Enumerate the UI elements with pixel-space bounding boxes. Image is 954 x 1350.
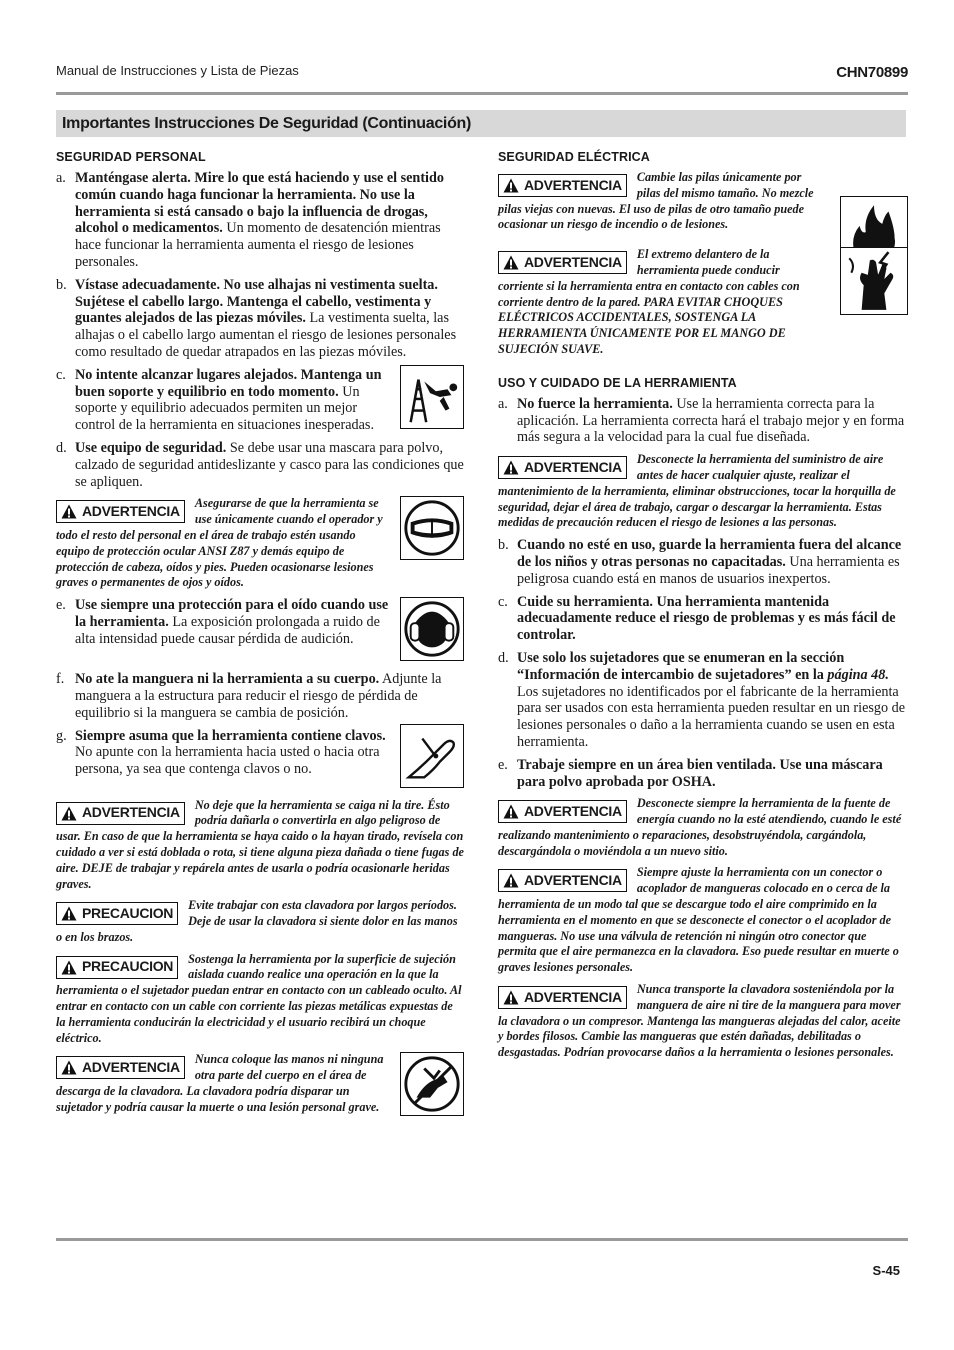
ladder-fall-icon xyxy=(400,365,464,429)
item-letter: e. xyxy=(56,597,66,614)
item-a xyxy=(498,396,908,446)
item-text: Adjunte la manguera a la estructura para reducir el riesgo de pérdida de equilibrio si la manguera se cambia de posición. xyxy=(75,671,442,721)
section-banner: Importantes Instrucciones De Seguridad (Continuación) xyxy=(56,110,906,137)
badge-label: ADVERTENCIA xyxy=(524,872,622,889)
item-letter: b. xyxy=(56,276,67,293)
item-b xyxy=(56,277,464,361)
item-e xyxy=(498,757,908,791)
item-text: Se debe usar una mascara para polvo, calzado de seguridad antideslizante y casco para las condiciones que se apliquen. xyxy=(75,439,464,490)
safety-goggles-icon xyxy=(400,496,464,560)
badge-label: ADVERTENCIA xyxy=(82,804,180,821)
badge-label: ADVERTENCIA xyxy=(524,176,622,193)
warning-triangle-icon xyxy=(61,960,77,975)
item-bold: No ate la manguera ni la herramienta a su cuerpo. xyxy=(75,671,380,688)
caution-long-periods xyxy=(56,898,464,945)
warning-text: No deje que la herramienta se caiga ni la tire. Ésto podría dañarla o convertirla en algo peligroso de usar. En caso de que la herramienta se haya caido o la hayan tirado, revísela con cuidado a ver si está doblada o rota, si tiene alguna pieza dañada o tiene fugas de aire. DEJE de trabajar y repárela antes de usarla o podría ocasionarle heridas graves. xyxy=(56,797,464,891)
badge-label: ADVERTENCIA xyxy=(524,458,622,475)
item-d xyxy=(498,650,908,751)
caution-text: Evite trabajar con esta clavadora por largos períodos. Deje de usar la clavadora si siente dolor en las manos o en los brazos. xyxy=(56,898,458,944)
model-number: CHN70899 xyxy=(836,64,908,81)
item-bold: Use solo los sujetadores que se enumeran en la sección “Información de intercambio de sujetadores” en la xyxy=(517,649,845,683)
badge-label: ADVERTENCIA xyxy=(524,253,622,270)
item-c xyxy=(56,367,464,434)
warning-hose-connector xyxy=(498,865,908,976)
warning-triangle-icon xyxy=(61,504,77,519)
advertencia-badge xyxy=(498,986,627,1009)
warning-triangle-icon xyxy=(503,804,519,819)
item-bold: Cuide su herramienta. Una herramienta mantenida adecuadamente reduce el riesgo de problemas y es más fácil de controlar. xyxy=(517,593,896,644)
item-letter: c. xyxy=(498,593,508,610)
ear-protection-icon xyxy=(400,597,464,661)
hand-injury-icon xyxy=(400,1052,464,1116)
advertencia-badge xyxy=(56,1056,185,1079)
warning-live-wires xyxy=(498,247,908,358)
item-bold: Siempre asuma que la herramienta contiene clavos. xyxy=(75,727,386,744)
item-letter: d. xyxy=(56,439,67,456)
item-text: Los sujetadores no identificados por el fabricante de la herramienta para ser usados con esta herramienta pueden resultar en un riesgo de lesiones personales o daño a la herramienta cuando se usen en esta herramienta. xyxy=(517,683,906,750)
item-text: Un soporte y equilibrio adecuados permiten un mejor control de la herramienta en situaciones inesperadas. xyxy=(75,383,374,434)
advertencia-badge xyxy=(56,802,185,825)
warning-text: Desconecte siempre la herramienta de la fuente de energía cuando no la esté atendiendo, cuando le esté realizando mantenimiento o reparaciones, desobstruyéndola, cargándola, descargándola o moviéndola a un nuevo sitio. xyxy=(498,796,902,858)
item-bold: Cuando no esté en uso, guarde la herramienta fuera del alcance de los niños y otras personas no capacitadas. xyxy=(517,537,902,570)
warning-triangle-icon xyxy=(503,460,519,475)
heading-personal-safety: SEGURIDAD PERSONAL xyxy=(56,150,206,164)
warning-triangle-icon xyxy=(61,1060,77,1075)
item-letter: a. xyxy=(56,170,66,186)
item-text: Use la herramienta correcta para la aplicación. La herramienta correcta hará el trabajo mejor y en forma más segura a la velocidad para la cual fue diseñada. xyxy=(517,395,905,446)
item-bold: Use equipo de seguridad. xyxy=(75,439,227,456)
item-a xyxy=(56,170,464,271)
item-e xyxy=(56,597,464,665)
item-letter: g. xyxy=(56,727,67,744)
warning-text: Desconecte la herramienta del suministro de aire antes de hacer cualquier ajuste, realizar el mantenimiento de la herramienta, eliminar obstrucciones, tocar la horquilla de seguridad, dejar el área de trabajo, cargar o descargar la herramienta. Estas medidas de precaución reducen el riesgo de lesiones a las personas. xyxy=(498,452,896,530)
footer-rule xyxy=(56,1238,908,1241)
warning-triangle-icon xyxy=(503,255,519,270)
item-letter: b. xyxy=(498,537,509,554)
advertencia-badge xyxy=(56,500,185,523)
caution-insulated-grip xyxy=(56,952,464,1047)
right-column xyxy=(498,150,908,1067)
header-rule xyxy=(56,92,908,95)
warning-triangle-icon xyxy=(503,178,519,193)
advertencia-badge xyxy=(498,800,627,823)
warning-text: El extremo delantero de la herramienta puede conducir corriente si la herramienta entra en contacto con cables con corriente dentro de la pared. PARA EVITAR CHOQUES ELÉCTRICOS ACCIDENTALES, SOSTENGA LA HERRAMIENTA ÚNICAMENTE POR EL MANGO DE SUJECIÓN SUAVE. xyxy=(498,247,800,356)
item-text: La exposición prolongada a ruido de alta intensidad puede causar pérdida de audición. xyxy=(75,613,380,647)
caution-text: Sostenga la herramienta por la superficie de sujeción aislada cuando realice una operación en la que la herramienta o el sujetador puedan entrar en contacto con un cableado oculto. Al entrar en contacto con un cable con corriente las piezas metálicas expuestas de la herramienta conducirán la electricidad y el usuario recibirá un choque eléctrico. xyxy=(56,951,462,1045)
item-b xyxy=(498,537,908,587)
warning-triangle-icon xyxy=(61,806,77,821)
item-letter: e. xyxy=(498,756,508,773)
item-bold: Trabaje siempre en un área bien ventilada. Use una máscara para polvo aprobada por OSHA. xyxy=(517,756,883,790)
warning-triangle-icon xyxy=(61,906,77,921)
warning-disconnect-power xyxy=(498,796,908,859)
item-letter: c. xyxy=(56,366,66,383)
hand-nail-icon xyxy=(400,724,464,788)
item-text: Una herramienta es peligrosa cuando está en manos de usuarios inexpertos. xyxy=(517,553,900,587)
manual-title: Manual de Instrucciones y Lista de Piezas xyxy=(56,63,299,78)
item-bold: Vístase adecuadamente. No use alhajas ni vestimenta suelta. Sujétese el cabello largo. Mantenga el cabello, vestimenta y guantes alejados de las piezas móviles. xyxy=(75,276,438,327)
warning-text: Nunca transporte la clavadora sosteniéndola por la manguera de aire ni tire de la manguera para mover la clavadora o un compresor. Mantenga las mangueras alejadas del calor, aceite y bordes filosos. Cambie las mangueras que estén dañadas, debilitadas o desgastadas. Podrían provocarse daños a la herramienta o lesiones personales. xyxy=(498,982,901,1060)
warning-text: Nunca coloque las manos ni ninguna otra parte del cuerpo en el área de descarga de la clavadora. La clavadora podría disparar un sujetador y podría causar la muerte o una lesión personal grave. xyxy=(56,1052,384,1114)
warning-text: Cambie las pilas únicamente por pilas del mismo tamaño. No mezcle pilas viejas con nuevas. El uso de pilas de otro tamaño puede ocasionar un riesgo de incendio o de lesiones. xyxy=(498,170,814,232)
badge-label: ADVERTENCIA xyxy=(82,502,180,519)
electric-shock-icon xyxy=(840,247,908,315)
item-bold: Use siempre una protección para el oído cuando use la herramienta. xyxy=(75,597,389,630)
item-bold: No fuerce la herramienta. xyxy=(517,395,673,412)
warning-disconnect-air xyxy=(498,452,908,531)
warning-triangle-icon xyxy=(503,990,519,1005)
page-reference: página 48. xyxy=(823,666,889,683)
warning-carry-by-hose xyxy=(498,982,908,1061)
warning-batteries xyxy=(498,170,908,233)
heading-tool-use-care: USO Y CUIDADO DE LA HERRAMIENTA xyxy=(498,375,737,390)
warning-dropped-tool xyxy=(56,798,464,893)
left-column xyxy=(56,150,464,1126)
badge-label: PRECAUCION xyxy=(82,958,174,975)
item-d xyxy=(56,440,464,490)
item-letter: f. xyxy=(56,671,65,688)
heading-electrical-safety: SEGURIDAD ELÉCTRICA xyxy=(498,150,650,164)
warning-text: Asegurarse de que la herramienta se use únicamente cuando el operador y todo el resto del personal en el área de trabajo estén usando equipo de protección ocular ANSI Z87 y demás equipo de protección de cabeza, oídos y pies. Pueden ocasionarse lesiones graves o permanentes de ojos y oídos. xyxy=(56,496,383,590)
precaucion-badge xyxy=(56,902,178,925)
warning-discharge-area xyxy=(56,1052,464,1120)
item-text: La vestimenta suelta, las alhajas o el cabello largo aumentan el riesgo de lesiones personales como resultado de quedar atrapados en las piezas móviles. xyxy=(75,310,457,360)
warning-eye-protection xyxy=(56,496,464,591)
warning-triangle-icon xyxy=(503,873,519,888)
page-number: S-45 xyxy=(872,1263,900,1278)
item-f xyxy=(56,671,464,721)
advertencia-badge xyxy=(498,869,627,892)
item-c xyxy=(498,594,908,644)
item-bold: Manténgase alerta. Mire lo que está haciendo y use el sentido común cuando haga funcionar la herramienta. No use la herramienta si está cansado o bajo la influencia de drogas, alcohol o medicamentos. xyxy=(75,170,444,237)
warning-text: Siempre ajuste la herramienta con un conector o acoplador de mangueras colocado en o cerca de la herramienta de un modo tal que se descargue todo el aire comprimido en la herramienta en el momento en que se desconecte el conector o el acoplador de mangueras. No use una válvula de retención ni ningún otro conector que permita que el aire permanezca en la clavadora. Eso puede resultar en muerte o graves lesiones personales. xyxy=(498,865,899,975)
badge-label: ADVERTENCIA xyxy=(524,988,622,1005)
badge-label: ADVERTENCIA xyxy=(524,802,622,819)
item-letter: d. xyxy=(498,649,509,666)
item-g xyxy=(56,728,464,792)
advertencia-badge xyxy=(498,251,627,274)
badge-label: PRECAUCION xyxy=(82,904,174,921)
advertencia-badge xyxy=(498,174,627,197)
precaucion-badge xyxy=(56,956,178,979)
advertencia-badge xyxy=(498,456,627,479)
item-text: Un momento de desatención mientras hace funcionar la herramienta aumenta el riesgo de lesiones personales. xyxy=(75,220,441,270)
item-text: No apunte con la herramienta hacia usted o hacia otra persona, ya sea que contenga clavos o no. xyxy=(75,744,380,778)
item-letter: a. xyxy=(498,395,508,412)
item-bold: No intente alcanzar lugares alejados. Mantenga un buen soporte y equilibrio en todo momento. xyxy=(75,366,382,400)
badge-label: ADVERTENCIA xyxy=(82,1059,180,1076)
